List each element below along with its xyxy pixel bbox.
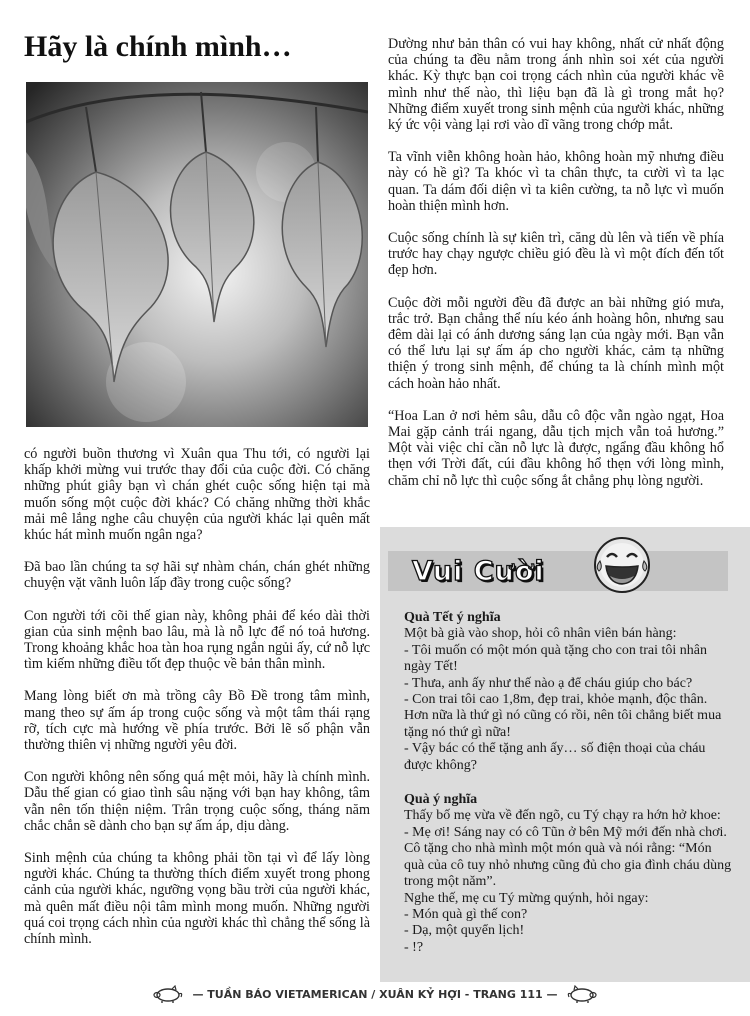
joke-heading: Quà Tết ý nghĩa <box>404 610 501 625</box>
article-paragraph: Ta vĩnh viễn không hoàn hảo, không hoàn mỹ nhưng điều này có hề gì? Ta khóc vì ta chân thực, ta cười vì ta lạc quan. Ta dám đối diện vì ta kiên cường, ta nỗ lực vì muốn hoàn thiện mình hơn. <box>388 149 724 214</box>
article-paragraph: Dường như bản thân có vui hay không, nhất cử nhất động của chúng ta đều nằm trong ánh nhìn soi xét của người khác. Kỳ thực bạn coi trọng cách nhìn của người khác về mình như thế nào, thì liệu bạn đã là gì trong mắt họ? Những điểm xuyết trong sinh mệnh của người khác, những ký ức vội vàng lại rơi vào dĩ vãng trong chớp mắt. <box>388 36 724 134</box>
joke-line: - Món quà gì thế con? <box>404 906 528 922</box>
joke-line: - Mẹ ơi! Sáng nay có cô Tũn ở bên Mỹ mới đến nhà chơi. Cô tặng cho nhà mình một món quà và nói rằng: “Món quà của cô tuy nhỏ nhưng cũng đủ cho gia đình cháu dùng trong một năm”. <box>404 824 732 890</box>
article-paragraph: Đã bao lần chúng ta sợ hãi sự nhàm chán, chán ghét những chuyện vặt vãnh luôn lấp đầy trong cuộc sống? <box>24 559 370 592</box>
joke-line: - Tôi muốn có một món quà tặng cho con trai tôi nhân ngày Tết! <box>404 642 708 675</box>
article-paragraph: “Hoa Lan ở nơi hẻm sâu, dẫu cô độc vẫn ngào ngạt, Hoa Mai gặp cảnh trái ngang, dẫu tịch mịch vẫn toả hương.” Một vài việc chỉ cần nỗ lực là được, ngẩng đầu không hổ thẹn với Trời đất, cúi đầu không hổ thẹn với lòng mình, chăm chỉ nỗ lực thì cuộc sống ắt chẳng phụ lòng người. <box>388 407 724 489</box>
joke-line: Thấy bố mẹ vừa về đến ngõ, cu Tý chạy ra hớn hở khoe: <box>404 808 721 824</box>
article-paragraph: có người buồn thương vì Xuân qua Thu tới, có người lại khấp khởi mừng vui trước thay đổi của cuộc đời. Có chăng những phút giây bạn vì chán ghét cuộc sống hiện tại mà muốn sống một cuộc đời khác? Có chăng những thời khắc mải mê lắng nghe câu chuyện của người khác lại quên mất khúc hát mình muốn ngân nga? <box>24 446 370 544</box>
article-paragraph: Cuộc sống chính là sự kiên trì, căng dù lên và tiến về phía trước hay chạy ngược chiều gió đều là vì một đích đến tốt đẹp hơn. <box>388 230 724 279</box>
article-paragraph: Con người không nên sống quá mệt mỏi, hãy là chính mình. Dẫu thế gian có giao tình sâu nặng với bạn hay không, tâm vẫn nên tốn thiện niệm. Trân trọng cuộc sống, tháng năm chắc chắn sẽ dành cho bạn sự ấm áp, dịu dàng. <box>24 769 370 834</box>
pig-icon <box>566 985 598 1003</box>
joke-line: - !? <box>404 939 424 955</box>
laughing-face-icon <box>592 535 652 595</box>
bodhi-leaves-photo <box>26 82 368 427</box>
pig-icon <box>152 985 184 1003</box>
joke-line: - Thưa, anh ấy như thế nào ạ để cháu giúp cho bác? <box>404 675 693 691</box>
joke-line: - Vậy bác có thể tặng anh ấy… số điện thoại của cháu được không? <box>404 741 706 773</box>
joke-line: Nghe thế, mẹ cu Tý mừng quýnh, hỏi ngay: <box>404 890 649 906</box>
vui-cuoi-content <box>404 610 734 956</box>
article-paragraph: Con người tới cõi thế gian này, không phải để kéo dài thời gian của sinh mệnh bao lâu, mà là nỗ lực để nó toả hương. Trong khoảng khắc hoa tàn hoa rụng ngắn ngủi ấy, cứ nỗ lực tìm kiếm những điều tốt đẹp thuộc về bản thân mình. <box>24 607 370 673</box>
page-footer <box>0 983 750 1005</box>
vui-cuoi-section <box>380 527 750 982</box>
joke-line: Một bà già vào shop, hỏi cô nhân viên bán hàng: <box>404 626 677 642</box>
article-title: Hãy là chính mình… <box>24 30 292 63</box>
joke-line: - Dạ, một quyển lịch! <box>404 923 525 939</box>
article-right-column <box>388 36 724 505</box>
article-left-column <box>24 446 370 963</box>
article-paragraph: Mang lòng biết ơn mà trồng cây Bồ Đề trong tâm mình, mang theo sự ấm áp trong cuộc sống và một tâm thái rạng rỡ, tích cực mà hướng về phía trước. Bởi lẽ số phận vẫn thường thiên vị những người yêu đời. <box>24 688 370 754</box>
vui-cuoi-header <box>388 551 728 591</box>
joke-heading: Quà ý nghĩa <box>404 792 478 808</box>
article-paragraph: Sinh mệnh của chúng ta không phải tồn tại vì để lấy lòng người khác. Chúng ta thường thích điểm xuyết trong phong cảnh của người khác, ngưỡng vọng bầu trời của người khác, mà quên mất điều nội tâm mình mong muốn. Những người quá coi trọng cách nhìn của người khác thì chẳng thể sống là chính mình. <box>24 850 370 948</box>
article-paragraph: Cuộc đời mỗi người đều đã được an bài những gió mưa, trắc trở. Bạn chẳng thể níu kéo ánh hoàng hôn, nhưng sau đêm dài lại có ánh dương sáng lạn của ngày mới. Bạn vẫn có thể lưu lại sự ấm áp cho người khác, cảm tạ những thiện ý trong sinh mệnh, để chúng ta là chính mình một cách hoàn hảo nhất. <box>388 294 724 392</box>
footer-text: — TUẦN BÁO VIETAMERICAN / XUÂN KỶ HỢI - TRANG 111 — <box>192 987 558 1001</box>
joke-line: - Con trai tôi cao 1,8m, đẹp trai, khỏe mạnh, độc thân. Hơn nữa là thứ gì nó cũng có rồi, nên tôi chẳng biết mua tặng nó thứ gì nữa! <box>404 692 722 740</box>
vui-cuoi-title: Vui Cười <box>412 556 545 587</box>
